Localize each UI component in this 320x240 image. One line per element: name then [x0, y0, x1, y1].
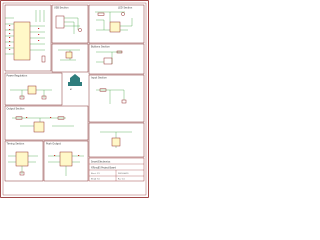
output-section — [5, 106, 88, 140]
schematic-sheet — [0, 0, 149, 198]
title-sheet: Sheet 1/1 — [91, 173, 100, 175]
push-output-section-label: Push Output — [46, 142, 61, 146]
title-date: 2023-04-19 — [118, 173, 129, 175]
led-diode — [121, 12, 124, 15]
push-output-chip — [60, 152, 72, 166]
led-section-label: LED Section — [118, 6, 133, 10]
button-switch — [104, 58, 112, 64]
led-resistor — [98, 13, 104, 15]
input-section — [89, 75, 144, 122]
led-section — [89, 5, 144, 43]
mcu-section — [5, 5, 51, 71]
right-mid-section — [89, 123, 144, 157]
timing-chip — [16, 152, 28, 166]
buttons-section-label: Buttons Section — [91, 45, 110, 49]
title-kicad: KiCad 7.0 — [91, 178, 100, 181]
right-mid-chip — [112, 138, 120, 146]
title-rev: Rev 1.0 — [118, 178, 125, 181]
input-cap — [122, 100, 126, 103]
power-section — [5, 73, 62, 105]
logo-icon — [68, 74, 82, 86]
logo-area — [63, 73, 88, 105]
led-chip — [110, 22, 120, 32]
usb-section — [52, 5, 88, 43]
mid-section — [52, 44, 88, 72]
push-output-section — [44, 141, 88, 181]
timing-section — [5, 141, 43, 181]
timing-section-label: Timing Section — [6, 142, 25, 146]
logo-text: AT — [70, 89, 73, 91]
power-regulator — [28, 86, 36, 94]
output-chip — [34, 122, 44, 132]
output-section-label: Output Section — [6, 107, 25, 111]
title-project: ATtiny85 Project Board — [91, 166, 116, 170]
title-company: Smart Electronics — [91, 160, 111, 164]
title-block — [89, 158, 144, 181]
mid-chip — [66, 52, 72, 58]
usb-section-label: USB Section — [54, 6, 69, 10]
usb-led — [78, 28, 81, 31]
power-section-label: Power Regulation — [6, 74, 28, 78]
usb-connector — [56, 16, 64, 28]
mcu-chip — [14, 22, 30, 60]
mcu-cap — [42, 56, 45, 62]
input-section-label: Input Section — [91, 76, 107, 80]
buttons-section — [89, 44, 144, 74]
